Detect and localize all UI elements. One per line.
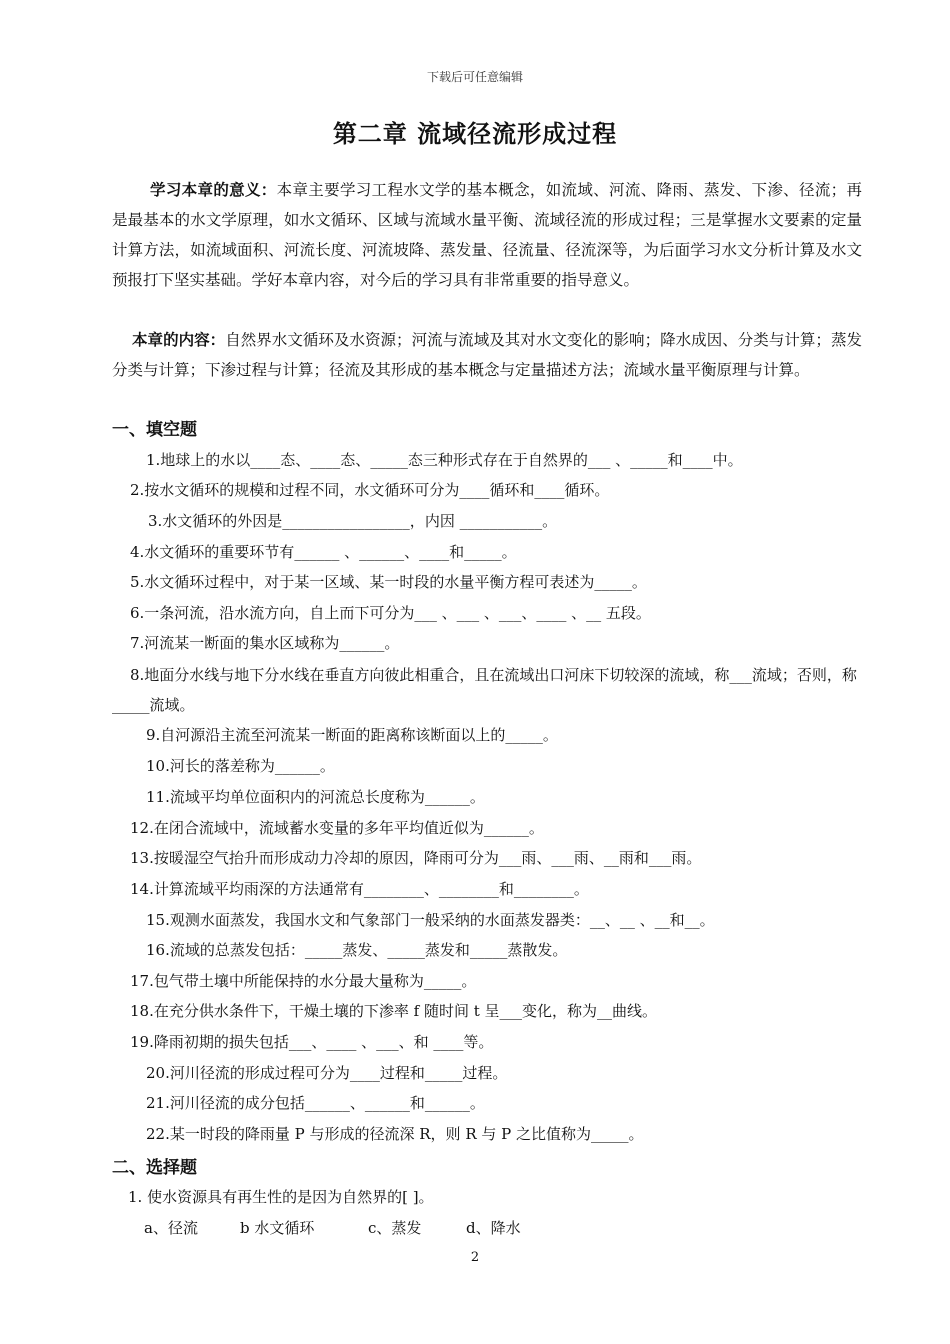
choice-option-a: a、径流 xyxy=(144,1219,198,1237)
question-10: 10.河长的落差称为______。 xyxy=(146,757,335,775)
intro-paragraph xyxy=(112,175,862,295)
header-note: 下载后可任意编辑 xyxy=(426,70,523,84)
question-6: 6.一条河流，沿水流方向，自上而下可分为___ 、___ 、___、____ 、__ 五段。 xyxy=(130,604,651,622)
section-fill-blank: 一、填空题 xyxy=(112,420,197,440)
question-15: 15.观测水面蒸发，我国水文和气象部门一般采纳的水面蒸发器类：__、__ 、__和__。 xyxy=(146,911,715,929)
question-5: 5.水文循环过程中，对于某一区域、某一时段的水量平衡方程可表述为_____。 xyxy=(130,573,647,591)
question-1: 1.地球上的水以____态、____态、_____态三种形式存在于自然界的___ 、_____和____中。 xyxy=(146,451,743,469)
section-multiple-choice: 二、选择题 xyxy=(112,1158,197,1178)
page-number: 2 xyxy=(470,1250,480,1265)
intro-body: 本章主要学习工程水文学的基本概念，如流域、河流、降雨、蒸发、下渗、径流；再是最基本的水文学原理，如水文循环、区域与流域水量平衡、流域径流的形成过程；三是掌握水文要素的定量计算方法，如流域面积、河流长度、河流坡降、蒸发量、径流量、径流深等，为后面学习水文分析计算及水文预报打下坚实基础。学好本章内容，对今后的学习具有非常重要的指导意义。 xyxy=(112,181,862,289)
question-18: 18.在充分供水条件下，干燥土壤的下渗率 f 随时间 t 呈___变化，称为__曲线。 xyxy=(130,1002,658,1020)
question-4: 4.水文循环的重要环节有______ 、______、____和_____。 xyxy=(130,543,517,561)
question-17: 17.包气带土壤中所能保持的水分最大量称为_____。 xyxy=(130,972,477,990)
question-9: 9.自河源沿主流至河流某一断面的距离称该断面以上的_____。 xyxy=(146,726,558,744)
intro-lead: 学习本章的意义： xyxy=(150,180,277,199)
question-11: 11.流域平均单位面积内的河流总长度称为______。 xyxy=(146,788,485,806)
question-13: 13.按暖湿空气抬升而形成动力冷却的原因，降雨可分为___雨、___雨、__雨和___雨。 xyxy=(130,849,702,867)
question-8: 8.地面分水线与地下分水线在垂直方向彼此相重合，且在流域出口河床下切较深的流域，称___流域；否则，称_____流域。 xyxy=(112,666,857,714)
contents-lead: 本章的内容： xyxy=(132,330,226,349)
question-14: 14.计算流域平均雨深的方法通常有________、________和________。 xyxy=(130,880,589,898)
question-2: 2.按水文循环的规模和过程不同，水文循环可分为____循环和____循环。 xyxy=(130,481,610,499)
question-21: 21.河川径流的成分包括______、______和______。 xyxy=(146,1094,485,1112)
choice-option-d: d、降水 xyxy=(466,1219,521,1237)
choice-option-c: c、蒸发 xyxy=(368,1219,422,1237)
contents-paragraph xyxy=(112,325,862,385)
question-20: 20.河川径流的形成过程可分为____过程和_____过程。 xyxy=(146,1064,508,1082)
question-22: 22.某一时段的降雨量 P 与形成的径流深 R，则 R 与 P 之比值称为_____。 xyxy=(146,1125,644,1143)
chapter-title: 第二章 流域径流形成过程 xyxy=(332,119,618,148)
question-12: 12.在闭合流域中，流域蓄水变量的多年平均值近似为______。 xyxy=(130,819,544,837)
contents-body: 自然界水文循环及水资源；河流与流域及其对水文变化的影响；降水成因、分类与计算；蒸发分类与计算；下渗过程与计算；径流及其形成的基本概念与定量描述方法；流域水量平衡原理与计算。 xyxy=(112,331,862,379)
question-7: 7.河流某一断面的集水区域称为______。 xyxy=(130,634,400,652)
question-16: 16.流域的总蒸发包括：_____蒸发、_____蒸发和_____蒸散发。 xyxy=(146,941,568,959)
choice-question-1: 1. 使水资源具有再生性的是因为自然界的[ ]。 xyxy=(128,1188,434,1206)
question-3: 3.水文循环的外因是_________________，内因 ___________。 xyxy=(148,512,558,530)
question-19: 19.降雨初期的损失包括___、____ 、___、和 ____等。 xyxy=(130,1033,494,1051)
choice-option-b: b 水文循环 xyxy=(240,1219,315,1237)
